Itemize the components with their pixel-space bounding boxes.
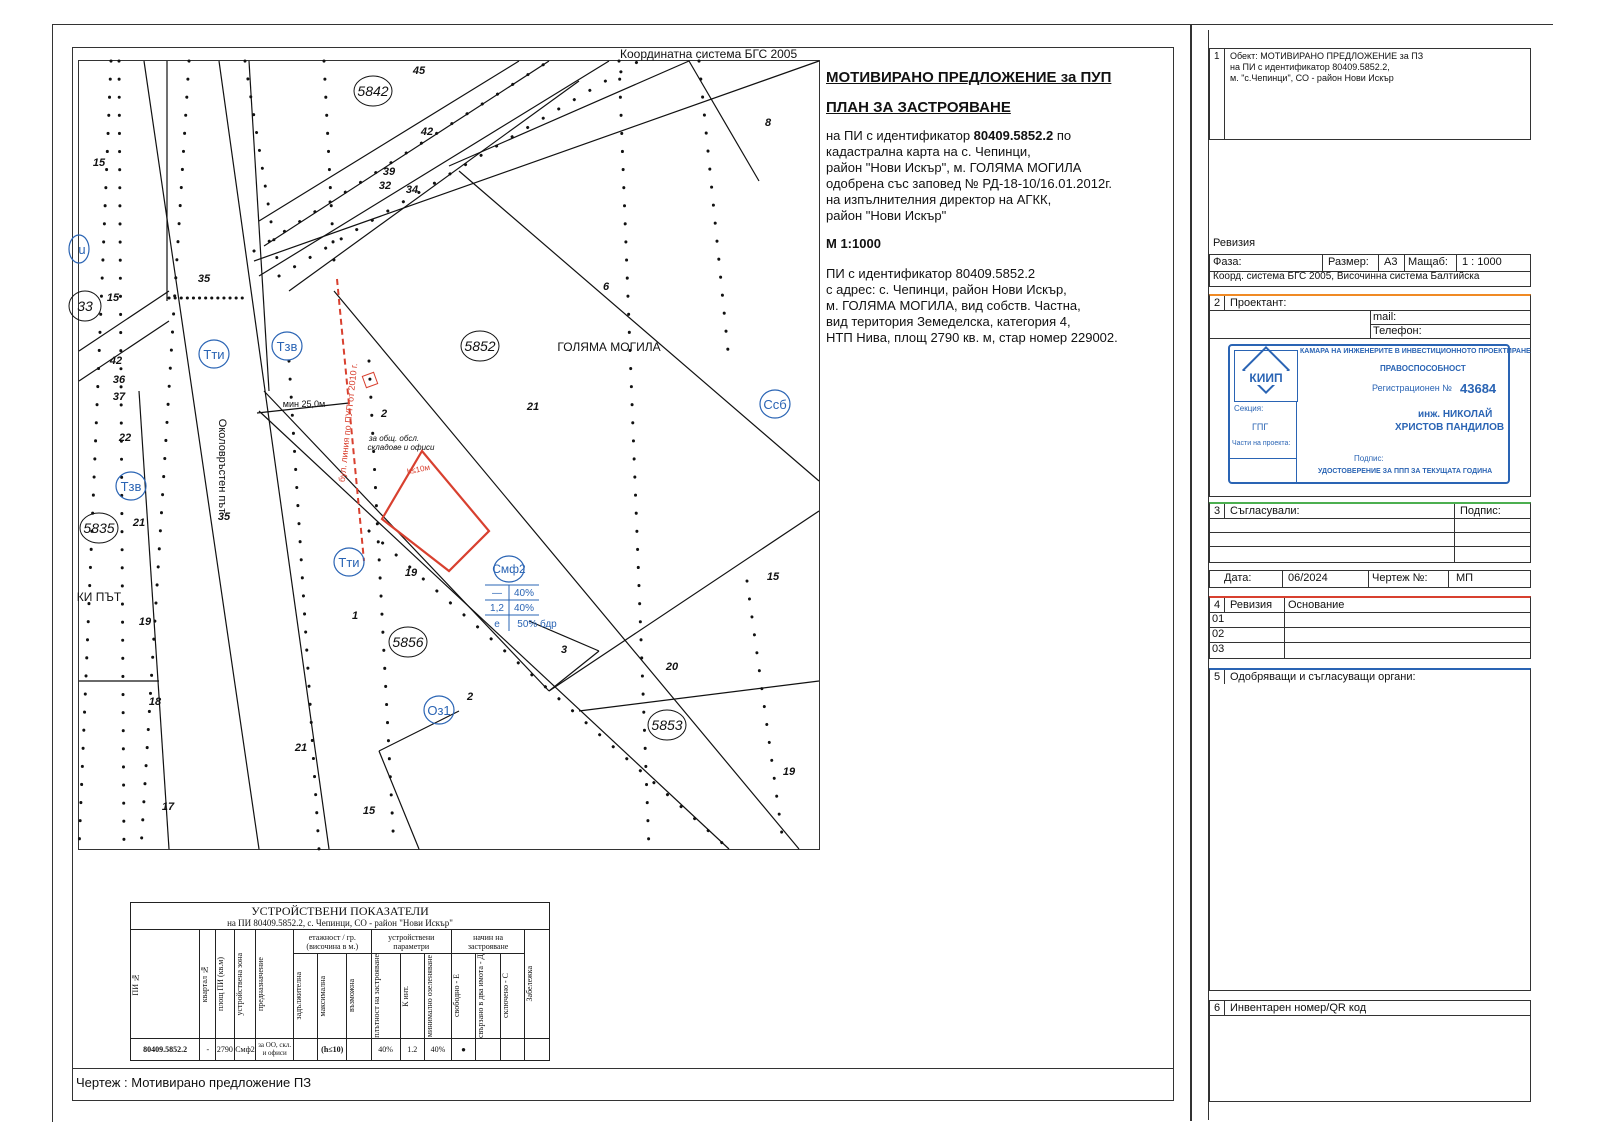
indicators-table bbox=[130, 902, 550, 1061]
rev-row: 02 bbox=[1212, 628, 1225, 640]
zone-label: Тзв bbox=[120, 479, 142, 494]
cell: 2790 bbox=[216, 1038, 234, 1060]
proposal-title: МОТИВИРАНО ПРЕДЛОЖЕНИЕ за ПУП bbox=[826, 69, 1112, 86]
map-number: 39 bbox=[382, 166, 396, 178]
map-number: 21 bbox=[526, 401, 540, 413]
scale: М 1:1000 bbox=[826, 236, 881, 251]
drawing-no-label: Чертеж №: bbox=[1372, 572, 1428, 584]
map-number: 3 bbox=[560, 644, 568, 656]
proposal-text bbox=[826, 70, 1176, 346]
zone-label: u bbox=[78, 242, 86, 257]
reason-label: Основание bbox=[1288, 599, 1345, 611]
map-number: 8 bbox=[764, 117, 772, 129]
map-number: 21 bbox=[132, 517, 146, 529]
col-header: площ ПИ (кв.м) bbox=[216, 956, 226, 1011]
map-number: 37 bbox=[112, 391, 126, 403]
parcel-label: 5852 bbox=[464, 338, 496, 354]
title-block bbox=[1209, 48, 1531, 1102]
coord-row bbox=[1209, 270, 1531, 287]
map-number: 2 bbox=[466, 691, 474, 703]
object-line: на ПИ с идентификатор 80409.5852.2, bbox=[1230, 62, 1390, 72]
signature-label: Подпис: bbox=[1460, 505, 1501, 517]
col-header: плътност на застрояване bbox=[371, 954, 381, 1038]
section-approving bbox=[1209, 668, 1531, 991]
scale-label: Мащаб: bbox=[1408, 256, 1448, 268]
section-number: 3 bbox=[1214, 505, 1221, 517]
stamp-section-label: Секция: bbox=[1234, 404, 1264, 413]
col-header: максимална bbox=[318, 975, 328, 1017]
col-header: квартал № bbox=[200, 965, 210, 1003]
size-label: Размер: bbox=[1328, 256, 1369, 268]
map-number: 1 bbox=[351, 610, 359, 622]
zone-label: Тзв bbox=[276, 339, 298, 354]
kiip-logo bbox=[1234, 350, 1298, 402]
map-number: 15 bbox=[106, 292, 120, 304]
map-number: 42 bbox=[109, 355, 123, 367]
stamp-org: КИИП bbox=[1235, 371, 1297, 385]
map-number: 19 bbox=[782, 766, 796, 778]
stamp-reg-no: 43684 bbox=[1460, 381, 1497, 396]
zone-row: е bbox=[494, 619, 500, 630]
drawing-label: Чертеж : Мотивирано предложение ПЗ bbox=[76, 1075, 312, 1090]
professional-stamp bbox=[1228, 344, 1531, 484]
map-number: 42 bbox=[420, 126, 434, 138]
cell: 80409.5852.2 bbox=[131, 1038, 200, 1060]
col-header: К инт. bbox=[400, 985, 410, 1007]
stamp-validity: УДОСТОВЕРЕНИЕ ЗА ППП ЗА ТЕКУЩАТА ГОДИНА bbox=[1318, 468, 1493, 475]
title-block-divider bbox=[1190, 24, 1192, 1121]
map-number: 32 bbox=[378, 180, 392, 192]
col-header: свързано в два имота - Д bbox=[476, 954, 486, 1038]
section-object bbox=[1209, 48, 1531, 140]
cell: ● bbox=[451, 1038, 476, 1060]
cell bbox=[500, 1038, 525, 1060]
map-number: 19 bbox=[404, 567, 418, 579]
rev-row: 03 bbox=[1212, 643, 1225, 655]
group-header: параметри bbox=[393, 941, 430, 951]
stamp-section: ГПГ bbox=[1252, 422, 1269, 432]
map-number: 35 bbox=[217, 511, 231, 523]
stamp-reg-label: Регистрационен № bbox=[1372, 383, 1452, 393]
parcel-label: 5835 bbox=[83, 520, 115, 536]
col-header: минимално озеленяване bbox=[425, 954, 435, 1037]
parcel-line: на ПИ с идентификатор 80409.5852.2 по bbox=[826, 128, 1072, 143]
solid-lines bbox=[76, 61, 819, 849]
purpose-note: складове и офиси bbox=[367, 443, 435, 452]
proposal-line: кадастрална карта на с. Чепинци, bbox=[826, 144, 1031, 159]
col-header: ПИ № bbox=[131, 972, 140, 996]
cell: (h≤10) bbox=[318, 1038, 347, 1060]
proposal-line: район "Нови Искър" bbox=[826, 208, 947, 223]
col-header: Забележка bbox=[525, 966, 535, 1002]
cell: за ОО, скл. и офиси bbox=[256, 1038, 293, 1060]
map-number: 17 bbox=[161, 801, 175, 813]
zone-row: 1,2 bbox=[490, 603, 504, 614]
height-label: h≤10м bbox=[406, 462, 431, 477]
stamp-name: ХРИСТОВ ПАНДИЛОВ bbox=[1395, 422, 1505, 433]
section-designer bbox=[1209, 294, 1531, 497]
proposal-subtitle: ПЛАН ЗА ЗАСТРОЯВАНЕ bbox=[826, 99, 1011, 116]
min-distance: мин 25,0м bbox=[282, 399, 326, 409]
section-agreed bbox=[1209, 502, 1531, 563]
map-number: 19 bbox=[138, 616, 152, 628]
zone-row: 40% bbox=[513, 588, 535, 599]
inventory-label: Инвентарен номер/QR код bbox=[1230, 1002, 1367, 1014]
road-label: Околовръстен път bbox=[216, 418, 228, 514]
address-line: НТП Нива, площ 2790 кв. м, стар номер 229002. bbox=[826, 330, 1118, 345]
col-header: сключено - С bbox=[500, 973, 510, 1019]
section-number: 4 bbox=[1214, 599, 1221, 611]
col-header: задължителна bbox=[293, 972, 303, 1020]
address-line: ПИ с идентификатор 80409.5852.2 bbox=[826, 266, 1036, 281]
place-name: ГОЛЯМА МОГИЛА bbox=[557, 340, 661, 354]
size-value: А3 bbox=[1384, 256, 1398, 268]
cell bbox=[347, 1038, 372, 1060]
map-number: 2 bbox=[380, 408, 388, 420]
indicators-subtitle: на ПИ 80409.5852.2, с. Чепинци, СО - район "Нови Искър" bbox=[227, 918, 453, 928]
stamp-parts: Части на проекта: bbox=[1232, 440, 1291, 447]
rev-label: Ревизия bbox=[1230, 599, 1273, 611]
mail-label: mail: bbox=[1373, 311, 1397, 323]
stamp-line: КАМАРА НА ИНЖЕНЕРИТЕ В ИНВЕСТИЦИОННОТО ПРОЕКТИРАНЕ bbox=[1300, 348, 1531, 355]
map-number: 34 bbox=[405, 184, 419, 196]
zone-row: 50% бдр bbox=[517, 619, 557, 630]
cell: - bbox=[200, 1038, 216, 1060]
agreed-label: Съгласували: bbox=[1230, 505, 1300, 517]
coord-line: Коорд. система БГС 2005, Височинна система Балтийска bbox=[1213, 271, 1480, 282]
map-number: 36 bbox=[112, 374, 126, 386]
date-row bbox=[1209, 570, 1531, 588]
section-number: 1 bbox=[1214, 51, 1220, 62]
map-number: 15 bbox=[362, 805, 376, 817]
address-line: вид територия Земеделска, категория 4, bbox=[826, 314, 1071, 329]
proposal-line: район "Нови Искър", м. ГОЛЯМА МОГИЛА bbox=[826, 160, 1082, 175]
group-header: застрояване bbox=[467, 941, 509, 951]
approving-label: Одобряващи и съгласуващи органи: bbox=[1230, 671, 1416, 683]
rev-row: 01 bbox=[1212, 613, 1225, 625]
zone-label: Тти bbox=[203, 347, 225, 362]
map-number: 21 bbox=[294, 742, 308, 754]
indicators-title: УСТРОЙСТВЕНИ ПОКАЗАТЕЛИ bbox=[251, 904, 429, 918]
map-number: 15 bbox=[766, 571, 780, 583]
proposal-line: на изпълнителния директор на АГКК, bbox=[826, 192, 1052, 207]
map-panel bbox=[78, 60, 820, 850]
cell: 40% bbox=[371, 1038, 400, 1060]
coord-system-label: Координатна система БГС 2005 bbox=[620, 47, 798, 61]
cell bbox=[525, 1038, 550, 1060]
col-header: устройствена зона bbox=[234, 952, 244, 1016]
address-line: м. ГОЛЯМА МОГИЛА, вид собств. Частна, bbox=[826, 298, 1081, 313]
date-label: Дата: bbox=[1224, 572, 1252, 584]
cell: 40% bbox=[425, 1038, 452, 1060]
building-line-label: бул. линия по ПУП от 2010 г. bbox=[336, 362, 360, 483]
building-zone bbox=[382, 451, 489, 571]
col-header: предназначение bbox=[256, 956, 266, 1011]
group-header: устройствени bbox=[388, 932, 435, 942]
section-number: 2 bbox=[1214, 297, 1221, 309]
date-value: 06/2024 bbox=[1288, 572, 1328, 584]
zone-label: Смф2 bbox=[492, 562, 526, 576]
drawing-no-value: МП bbox=[1456, 572, 1474, 584]
cell bbox=[293, 1038, 318, 1060]
object-line: м. "с.Чепинци", СО - район Нови Искър bbox=[1230, 73, 1394, 83]
parcel-label: 5853 bbox=[651, 717, 683, 733]
zone-label: Ссб bbox=[763, 397, 787, 412]
section-revisions bbox=[1209, 596, 1531, 659]
col-header: възможна bbox=[347, 979, 357, 1013]
map-number: 20 bbox=[665, 661, 679, 673]
object-line: Обект: МОТИВИРАНО ПРЕДЛОЖЕНИЕ за ПЗ bbox=[1230, 51, 1424, 61]
cadastral-map bbox=[76, 61, 819, 849]
map-number: 18 bbox=[148, 696, 162, 708]
map-number: 45 bbox=[412, 65, 426, 77]
phase-label: Фаза: bbox=[1213, 256, 1242, 268]
parcel-label: 33 bbox=[77, 298, 93, 314]
map-number: 35 bbox=[197, 273, 211, 285]
cell: 1.2 bbox=[400, 1038, 425, 1060]
stamp-name: инж. НИКОЛАЙ bbox=[1418, 409, 1493, 420]
section-inventory bbox=[1209, 1000, 1531, 1102]
purpose-note: за общ. обсл. bbox=[368, 434, 420, 443]
parcel-label: 5842 bbox=[357, 83, 389, 99]
parcel-label: 5856 bbox=[392, 634, 424, 650]
address-line: с адрес: с. Чепинци, район Нови Искър, bbox=[826, 282, 1067, 297]
cell bbox=[476, 1038, 501, 1060]
zone-row: — bbox=[492, 588, 502, 599]
map-number: 15 bbox=[92, 157, 106, 169]
map-number: 22 bbox=[118, 432, 132, 444]
zone-row: 40% bbox=[513, 603, 535, 614]
cell: Смф2 bbox=[234, 1038, 256, 1060]
stamp-signature: Подпис: bbox=[1354, 454, 1384, 463]
zone-label: Оз1 bbox=[427, 703, 451, 718]
scale-value: 1 : 1000 bbox=[1462, 256, 1502, 268]
group-header: (височина в м.) bbox=[306, 941, 359, 951]
section-number: 5 bbox=[1214, 671, 1221, 683]
phone-label: Телефон: bbox=[1373, 325, 1422, 337]
group-header: етажност / гр. bbox=[308, 932, 356, 942]
proposal-line: одобрена със заповед № РД-18-10/16.01.2012г. bbox=[826, 176, 1112, 191]
stamp-line: ПРАВОСПОСОБНОСТ bbox=[1380, 364, 1466, 373]
road-partial: КИ ПЪТ bbox=[76, 590, 122, 604]
map-number: 6 bbox=[602, 281, 610, 293]
col-header: свободно - Е bbox=[451, 974, 461, 1018]
revision-label: Ревизия bbox=[1213, 237, 1256, 249]
section-number: 6 bbox=[1214, 1002, 1221, 1014]
designer-label: Проектант: bbox=[1230, 297, 1287, 309]
zone-label: Тти bbox=[338, 555, 360, 570]
group-header: начин на bbox=[473, 932, 504, 942]
